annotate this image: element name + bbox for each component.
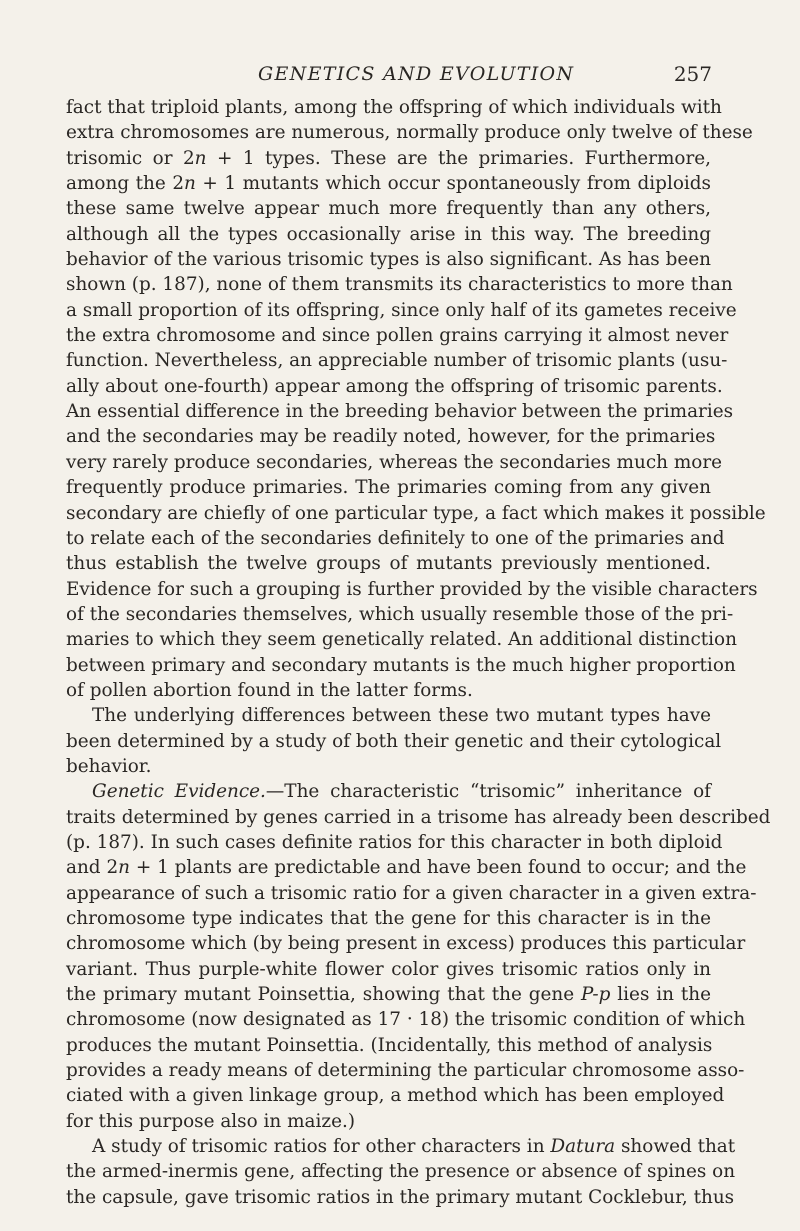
text-line: been determined by a study of both their genetic and their cytological [66, 730, 722, 752]
text-line: ciated with a given linkage group, a method which has been employed [66, 1085, 725, 1107]
paragraph-trisomic-ratios [66, 1134, 736, 1210]
text-line: the primary mutant Poinsettia, showing that the gene P-p lies in the [66, 984, 712, 1006]
text-line: fact that triploid plants, among the offspring of which individuals with [66, 97, 722, 118]
text-line: the capsule, gave trisomic ratios in the primary mutant Cocklebur, thus [66, 1186, 735, 1208]
running-head: GENETICS AND EVOLUTION [258, 63, 575, 85]
text-line: between primary and secondary mutants is the much higher proportion [66, 654, 736, 676]
body-text [66, 95, 771, 1210]
text-line: frequently produce primaries. The primaries coming from any given [66, 477, 711, 499]
genus-name-datura: Datura [550, 1136, 616, 1158]
text-fragment: A study of trisomic ratios for other characters in [92, 1136, 545, 1158]
text-fragment: —The characteristic “trisomic” inheritance of [265, 781, 711, 803]
text-line: and the secondaries may be readily noted, however, for the primaries [66, 426, 716, 448]
text-line: An essential difference in the breeding behavior between the primaries [66, 401, 734, 423]
text-line [66, 779, 711, 804]
section-heading-genetic-evidence: Genetic Evidence. [92, 781, 266, 803]
text-line: Evidence for such a grouping is further provided by the visible characters [66, 578, 758, 600]
text-line: very rarely produce secondaries, whereas the secondaries much more [66, 451, 723, 473]
text-line: maries to which they seem genetically related. An additional distinction [66, 629, 737, 651]
text-line: among the 2n + 1 mutants which occur spontaneously from diploids [66, 173, 711, 195]
text-line: extra chromosomes are numerous, normally produce only twelve of these [66, 122, 753, 144]
text-line: produces the mutant Poinsettia. (Incidentally, this method of analysis [66, 1034, 713, 1056]
text-line: although all the types occasionally arise in this way. The breeding [66, 223, 711, 245]
text-fragment: showed that [620, 1136, 736, 1158]
page-number: 257 [673, 62, 712, 86]
page-header [66, 58, 712, 90]
text-line: behavior of the various trisomic types is also significant. As has been [66, 249, 711, 271]
paragraph-underlying-differences [66, 703, 722, 779]
text-line [66, 1134, 736, 1159]
text-line: chromosome which (by being present in excess) produces this particular [66, 933, 746, 955]
text-line: The underlying differences between these two mutant types have [92, 705, 711, 727]
text-line: appearance of such a trisomic ratio for a given character in a given extra- [66, 882, 757, 904]
text-line: traits determined by genes carried in a trisome has already been described [66, 806, 771, 828]
text-line: behavior. [66, 755, 152, 777]
text-line: thus establish the twelve groups of mutants previously mentioned. [66, 553, 711, 575]
text-line: the extra chromosome and since pollen grains carrying it almost never [66, 325, 729, 347]
text-line: of pollen abortion found in the latter forms. [66, 679, 473, 701]
text-line: chromosome type indicates that the gene for this character is in the [66, 908, 711, 929]
text-line: trisomic or 2n + 1 types. These are the primaries. Furthermore, [66, 147, 711, 169]
text-line: the armed-inermis gene, affecting the presence or absence of spines on [66, 1161, 736, 1183]
text-line: variant. Thus purple-white flower color gives trisomic ratios only in [66, 958, 711, 980]
text-line: (p. 187). In such cases definite ratios for this character in both diploid [66, 831, 723, 853]
text-line: chromosome (now designated as 17 · 18) the trisomic condition of which [66, 1009, 746, 1031]
text-line: secondary are chiefly of one particular type, a fact which makes it possible [66, 502, 766, 524]
text-line: and 2n + 1 plants are predictable and have been found to occur; and the [66, 857, 747, 879]
paragraph-genetic-evidence [66, 779, 771, 1134]
text-line: to relate each of the secondaries definitely to one of the primaries and [66, 527, 725, 549]
text-line: shown (p. 187), none of them transmits its characteristics to more than [66, 274, 733, 296]
text-line: ally about one-fourth) appear among the offspring of trisomic parents. [66, 375, 723, 397]
text-line: provides a ready means of determining the particular chromosome asso- [66, 1060, 745, 1082]
text-line: these same twelve appear much more frequently than any others, [66, 198, 711, 220]
text-line: for this purpose also in maize.) [66, 1110, 355, 1132]
text-line: function. Nevertheless, an appreciable number of trisomic plants (usu- [66, 350, 728, 372]
text-line: a small proportion of its offspring, since only half of its gametes receive [66, 299, 737, 321]
text-line: of the secondaries themselves, which usually resemble those of the pri- [66, 603, 734, 625]
paragraph-continuation [66, 95, 766, 703]
